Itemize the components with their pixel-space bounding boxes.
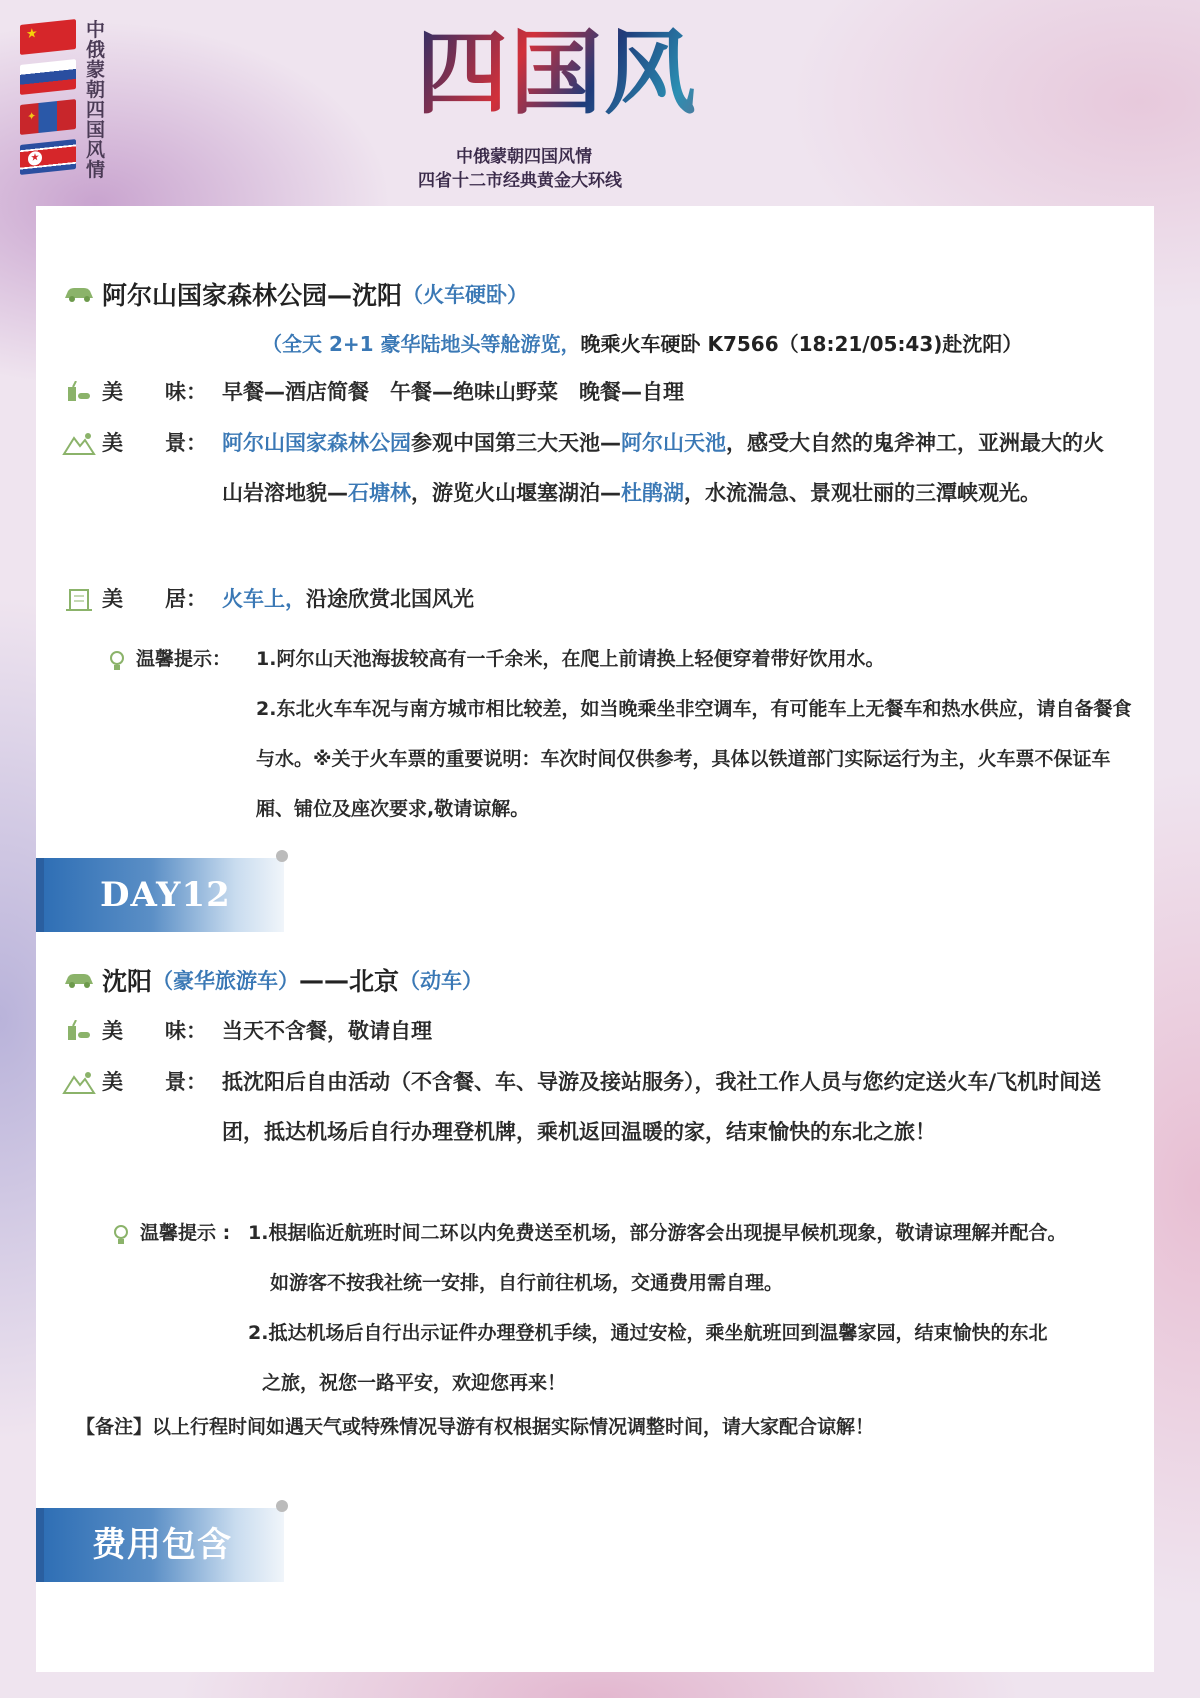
mountain-icon xyxy=(62,432,96,456)
russia-flag-icon xyxy=(20,59,76,95)
day12-tip-1b: 如游客不按我社统一安排，自行前往机场，交通费用需自理。 xyxy=(270,1272,784,1294)
day11-tip-label: 温馨提示： xyxy=(136,648,232,670)
spot-shitanglin: 石塘林 xyxy=(348,481,411,505)
north-korea-flag-icon xyxy=(20,139,76,175)
logo-subtitle-1: 中俄蒙朝四国风情 xyxy=(456,147,592,167)
vertical-title: 中俄蒙朝四国风情 xyxy=(86,19,106,181)
day12-tip-1a: 1.根据临近航班时间二环以内免费送至机场，部分游客会出现提早候机现象，敬请谅理解并配合。 xyxy=(248,1222,1067,1244)
scene-text-1: 参观中国第三大天池— xyxy=(411,431,621,455)
scene-text: 抵沈阳后自由活动（不含餐、车、导游及接站服务），我社工作人员与您约定送火车/飞机时间送团，抵达机场后自行办理登机牌，乘机返回温暖的家，结束愉快的东北之旅！ xyxy=(222,1070,1102,1144)
stay-text xyxy=(222,574,1112,624)
day11-food-row xyxy=(62,367,1112,417)
day11-route xyxy=(62,276,1142,312)
day11-tip-1: 1.阿尔山天池海拔较高有一千余米，在爬上前请换上轻便穿着带好饮用水。 xyxy=(256,648,885,670)
day11-note-highlight: （全天 2+1 豪华陆地头等舱游览， xyxy=(262,332,581,356)
stay-detail: 沿途欣赏北国风光 xyxy=(306,587,474,611)
route-city-2: 北京 xyxy=(349,967,400,996)
route-dash: —— xyxy=(299,965,350,995)
spot-dujuan-lake: 杜鹃湖 xyxy=(621,481,684,505)
stay-label: 美 居： xyxy=(102,587,207,611)
route-title: 阿尔山国家森林公园—沈阳 xyxy=(102,281,403,310)
food-text: 当天不含餐，敬请自理 xyxy=(222,1019,432,1043)
day12-tab-label: DAY12 xyxy=(100,875,231,915)
spot-aershan-tianchi: 阿尔山天池 xyxy=(621,431,726,455)
scene-text xyxy=(222,418,1112,518)
pin-icon xyxy=(276,1500,288,1512)
stay-highlight: 火车上， xyxy=(222,587,306,611)
day11-note xyxy=(262,328,1022,357)
pin-icon xyxy=(276,850,288,862)
day11-stay-row xyxy=(62,574,1112,624)
tip-icon-wrap xyxy=(100,634,140,684)
day11-tip-2: 2.东北火车车况与南方城市相比较差，如当晚乘坐非空调车，有可能车上无餐车和热水供应，请自备餐食与水。※关于火车票的重要说明：车次时间仅供参考，具体以铁道部门实际运行为主，火车票不保证车厢、铺位及座次要求,敬请谅解。 xyxy=(256,698,1132,820)
logo-subtitle-2: 四省十二市经典黄金大环线 xyxy=(418,171,622,191)
fees-tab xyxy=(36,1508,284,1582)
food-label: 美 味： xyxy=(102,1019,207,1043)
lightbulb-icon xyxy=(104,1222,138,1246)
mountain-icon xyxy=(62,1071,96,1095)
car-icon xyxy=(62,282,96,306)
food-label: 美 味： xyxy=(102,380,207,404)
remark-text: 以上行程时间如遇天气或特殊情况导游有权根据实际情况调整时间，请大家配合谅解！ xyxy=(152,1416,875,1438)
day12-route xyxy=(62,962,1142,998)
scene-text-3: ，游览火山堰塞湖泊— xyxy=(411,481,621,505)
mongolia-flag-icon xyxy=(20,99,76,135)
day12-food-row xyxy=(62,1006,1112,1056)
lightbulb-icon xyxy=(100,648,134,672)
drink-icon xyxy=(62,381,96,405)
car-icon xyxy=(62,968,96,992)
day12-tip-2b: 之旅，祝您一路平安，欢迎您再来！ xyxy=(262,1372,567,1394)
day12-tip-label: 温馨提示 : xyxy=(140,1222,231,1244)
scene-text-4: ，水流湍急、景观壮丽的三潭峡观光。 xyxy=(684,481,1041,505)
route-transport: （火车硬卧） xyxy=(402,283,529,307)
tip-icon-wrap xyxy=(104,1208,144,1258)
scene-label: 美 景： xyxy=(102,431,207,455)
drink-icon xyxy=(62,1020,96,1044)
building-icon xyxy=(62,588,96,612)
route-transport-1: （豪华旅游车） xyxy=(152,969,300,993)
country-flags xyxy=(20,22,78,182)
scene-label: 美 景： xyxy=(102,1070,207,1094)
day12-tab xyxy=(36,858,284,932)
route-city-1: 沈阳 xyxy=(102,967,153,996)
logo-title: 四国风 xyxy=(410,18,790,128)
spot-aershan-park: 阿尔山国家森林公园 xyxy=(222,431,411,455)
remark xyxy=(76,1402,874,1452)
day11-note-train: 晚乘火车硬卧 K7566（18:21/05:43)赴沈阳） xyxy=(580,332,1023,356)
day11-scene-row xyxy=(62,418,1112,518)
day12-scene-row xyxy=(62,1057,1112,1157)
scene-text-2: ，感受大自然的鬼斧神工，亚洲最大的火山岩溶地貌— xyxy=(222,431,1104,505)
day12-tip-2a: 2.抵达机场后自行出示证件办理登机手续，通过安检，乘坐航班回到温馨家园，结束愉快的东北 xyxy=(248,1322,1048,1344)
china-flag-icon xyxy=(20,19,76,55)
food-text: 早餐—酒店简餐 午餐—绝味山野菜 晚餐—自理 xyxy=(222,380,684,404)
route-transport-2: （动车） xyxy=(399,969,484,993)
remark-label: 【备注】 xyxy=(76,1416,153,1438)
brand-logo xyxy=(410,18,790,191)
fees-tab-label: 费用包含 xyxy=(92,1525,232,1565)
